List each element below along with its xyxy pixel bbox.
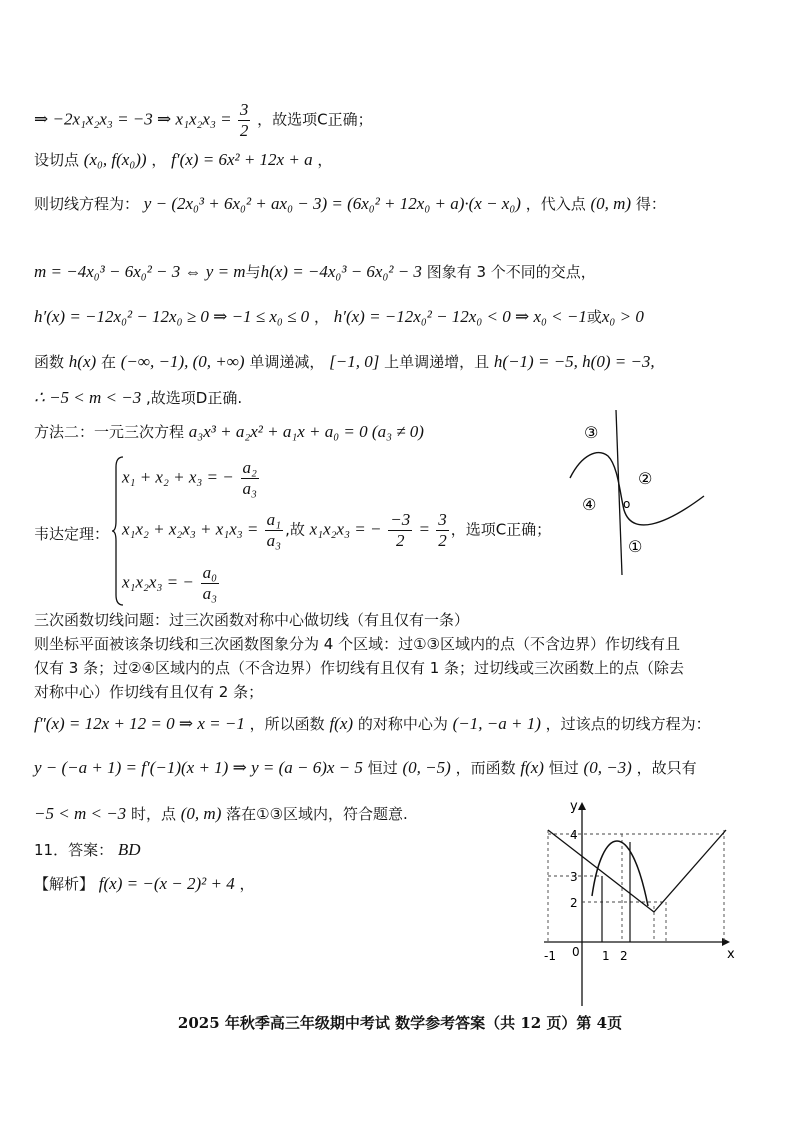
- region-2-label: ②: [638, 469, 653, 488]
- x-tick-2: 2: [620, 949, 628, 963]
- line-1: [34, 100, 373, 141]
- line-3: 则切线方程为： y − (2x₀³ + 6x₀² + ax₀ − 3) = (6x₀² + 12x₀ + a)·(x − x₀) ，代入点 (0, m) 得：: [34, 194, 666, 213]
- line-1-text: ，故选项C正确；: [257, 110, 373, 129]
- x-axis-arrow: [722, 938, 730, 946]
- right-line: [654, 830, 726, 912]
- x-tick-1: 1: [602, 949, 610, 963]
- line-16: 11．答案： BD: [34, 840, 141, 859]
- region-4-label: ④: [582, 495, 597, 514]
- left-line: [548, 830, 654, 912]
- paragraph-line-2: 则坐标平面被该条切线和三次函数图象分为 4 个区域：过①③区域内的点（不含边界）作切线有且: [34, 635, 680, 653]
- region-1-label: ①: [628, 537, 643, 556]
- vieta-row-3: x₁x₂x₃ = − $\frac{\text{a₀}}{\text{a₃}}$: [122, 563, 218, 603]
- x-axis-label: x: [727, 947, 735, 962]
- line-15: −5 < m < −3 时，点 (0, m) 落在①③区域内，符合题意.: [34, 804, 408, 823]
- y-tick-2: 2: [570, 896, 578, 910]
- x-tick-0: 0: [572, 945, 580, 959]
- cubic-tangent-diagram: [560, 410, 720, 580]
- line-14: y − (−a + 1) = f′(−1)(x + 1) ⇒ y = (a − 6)x − 5 恒过 (0, −5) ，而函数 f(x) 恒过 (0, −3) ，故只有: [34, 758, 697, 777]
- y-tick-3: 3: [570, 870, 578, 884]
- line-13: f″(x) = 12x + 12 = 0 ⇒ x = −1 ，所以函数 f(x) 的对称中心为 (−1, −a + 1) ，过该点的切线方程为：: [34, 714, 711, 733]
- vieta-label: 韦达定理：: [34, 525, 110, 543]
- cubic-curve: [570, 453, 704, 525]
- line-6: 函数 h(x) 在 (−∞, −1), (0, +∞) 单调递减， [−1, 0] 上单调递增，且 h(−1) = −5, h(0) = −3,: [34, 352, 655, 371]
- line-17: 【解析】 f(x) = −(x − 2)² + 4 ，: [34, 874, 255, 893]
- parabola: [592, 841, 648, 906]
- x-tick-neg1: -1: [544, 949, 556, 963]
- y-axis-label: y: [570, 799, 578, 814]
- line-8: 方法二：一元三次方程 a₃x³ + a₂x² + a₁x + a₀ = 0 (a₃ ≠ 0): [34, 422, 424, 441]
- paragraph-line-3: 仅有 3 条；过②④区域内的点（不含边界）作切线有且仅有 1 条；过切线或三次函数上的点（除去: [34, 659, 685, 677]
- page-footer: 2025 年秋季高三年级期中考试 数学参考答案（共 12 页）第 4页: [177, 1014, 623, 1032]
- line-4: m = −4x₀³ − 6x₀² − 3 ⇔ y = m与h(x) = −4x₀³ − 6x₀² − 3 图象有 3 个不同的交点，: [34, 262, 596, 281]
- y-tick-4: 4: [570, 828, 578, 842]
- line-7: ∴ −5 < m < −3 ,故选项D正确.: [34, 388, 243, 407]
- line-1-fraction: $\frac{3}{2}$: [239, 100, 249, 140]
- line-1-math: ⇒ −2x₁x₂x₃ = −3 ⇒ x₁x₂x₃ =: [34, 109, 236, 129]
- function-graph: [530, 796, 740, 1014]
- line-5: h′(x) = −12x₀² − 12x₀ ≥ 0 ⇒ −1 ≤ x₀ ≤ 0 ， h′(x) = −12x₀² − 12x₀ < 0 ⇒ x₀ < −1或x₀ > 0: [34, 307, 644, 326]
- line-2: 设切点 (x₀, f(x₀)) ， f′(x) = 6x² + 12x + a ，: [34, 150, 333, 169]
- vieta-row-2: x₁x₂ + x₂x₃ + x₁x₃ = $\frac{\text{a₁}}{\text{a₃}}$ ,故 x₁x₂x₃ = − $\frac{-3}{2}$ = $\frac{3}{2}$ ，选项C正确；: [122, 510, 552, 550]
- paragraph-line-1: 三次函数切线问题：过三次函数对称中心做切线（有且仅有一条）: [34, 611, 470, 629]
- paragraph-line-4: 对称中心）作切线有且仅有 2 条；: [34, 683, 264, 701]
- center-label: o: [623, 497, 631, 511]
- vieta-row-1: x₁ + x₂ + x₃ = − $\frac{\text{a₂}}{\text{a₃}}$: [122, 458, 257, 498]
- y-axis-arrow: [578, 802, 586, 810]
- region-3-label: ③: [584, 423, 599, 442]
